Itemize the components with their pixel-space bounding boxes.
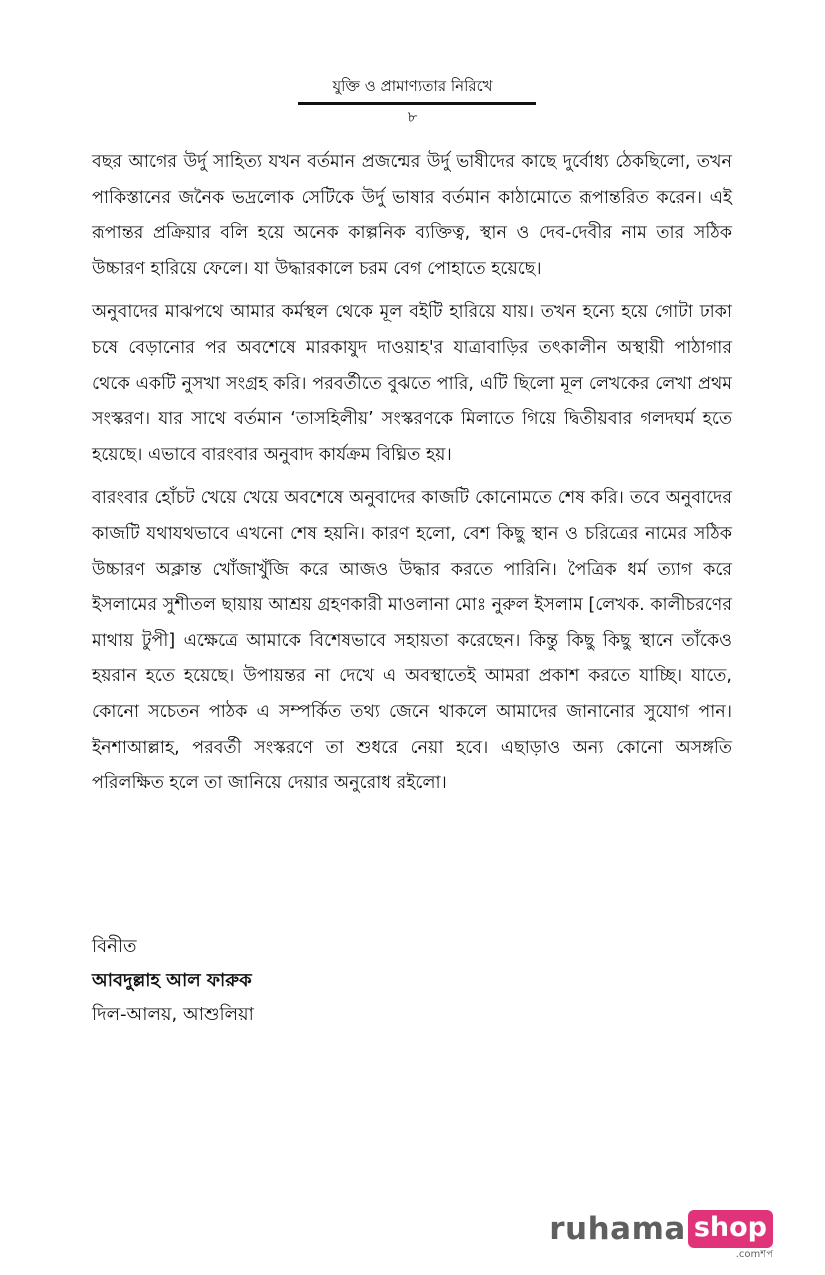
paragraph-3: বারংবার হোঁচট খেয়ে খেয়ে অবশেষে অনুবাদের কাজটি কোনোমতে শেষ করি। তবে অনুবাদের কাজটি যথাযথভাবে এখনো শেষ হয়নি। কারণ হলো, বেশ কিছু স্থান ও চরিত্রের নামের সঠিক উচ্চারণ অক্লান্ত খোঁজাখুঁজি করে আজও উদ্ধার করতে পারিনি। পৈত্রিক ধর্ম ত্যাগ করে ইসলামের সুশীতল ছায়ায় আশ্রয় গ্রহণকারী মাওলানা মোঃ নুরুল ইসলাম [লেখক. কালীচরণের মাথায় টুপী] এক্ষেত্রে আমাকে বিশেষভাবে সহায়তা করেছেন। কিন্তু কিছু কিছু স্থানে তাঁকেও হয়রান হতে হয়েছে। উপায়ন্তর না দেখে এ অবস্থাতেই আমরা প্রকাশ করতে যাচ্ছি। যাতে, কোনো সচেতন পাঠক এ সম্পর্কিত তথ্য জেনে থাকলে আমাদের জানানোর সুযোগ পান। ইনশাআল্লাহ, পরবর্তী সংস্করণে তা শুধরে নেয়া হবে। এছাড়াও অন্য কোনো অসঙ্গতি পরিলক্ষিত হলে তা জানিয়ে দেয়ার অনুরোধ রইলো। bbox=[92, 488, 732, 794]
logo-shop-group bbox=[686, 1210, 773, 1261]
header-divider bbox=[298, 102, 536, 105]
paragraph-2: অনুবাদের মাঝপথে আমার কর্মস্থল থেকে মূল বইটি হারিয়ে যায়। তখন হন্যে হয়ে গোটা ঢাকা চষে বেড়ানোর পর অবশেষে মারকাযুদ দাওয়াহ'র যাত্রাবাড়ির তৎকালীন অস্থায়ী পাঠাগার থেকে একটি নুসখা সংগ্রহ করি। পরবর্তীতে বুঝতে পারি, এটি ছিলো মূল লেখকের লেখা প্রথম সংস্করণ। যার সাথে বর্তমান ‘তাসহিলীয়’ সংস্করণকে মিলাতে গিয়ে দ্বিতীয়বার গলদঘর্ম হতে হয়েছে। এভাবে বারংবার অনুবাদ কার্যক্রম বিঘ্নিত হয়। bbox=[92, 302, 732, 465]
page-number: ৮ bbox=[407, 108, 418, 126]
translator-name: আবদুল্লাহ আল ফারুক bbox=[92, 970, 252, 991]
signoff-place: দিল-আলয়, আশুলিয়া bbox=[92, 1004, 254, 1025]
logo-text-com: .comশপ bbox=[735, 1249, 773, 1260]
paragraph-1: বছর আগের উর্দু সাহিত্য যখন বর্তমান প্রজন্মের উর্দু ভাষীদের কাছে দুর্বোধ্য ঠেকছিলো, তখন পাকিস্তানের জনৈক ভদ্রলোক সেটিকে উর্দু ভাষার বর্তমান কাঠামোতে রূপান্তরিত করেন। এই রূপান্তর প্রক্রিয়ার বলি হয়ে অনেক কাল্পনিক ব্যক্তিত্ব, স্থান ও দেব-দেবীর নাম তার সঠিক উচ্চারণ হারিয়ে ফেলে। যা উদ্ধারকালে চরম বেগ পোহাতে হয়েছে। bbox=[92, 152, 732, 279]
running-title: যুক্তি ও প্রামাণ্যতার নিরিখে bbox=[332, 77, 493, 95]
logo-text-ruhama: ruhama bbox=[549, 1211, 686, 1247]
main-text bbox=[92, 145, 732, 810]
signoff-block bbox=[92, 930, 732, 1032]
ruhamashop-logo bbox=[549, 1210, 773, 1260]
logo-text-shop: shop bbox=[688, 1210, 773, 1248]
signoff-closing: বিনীত bbox=[92, 936, 137, 957]
